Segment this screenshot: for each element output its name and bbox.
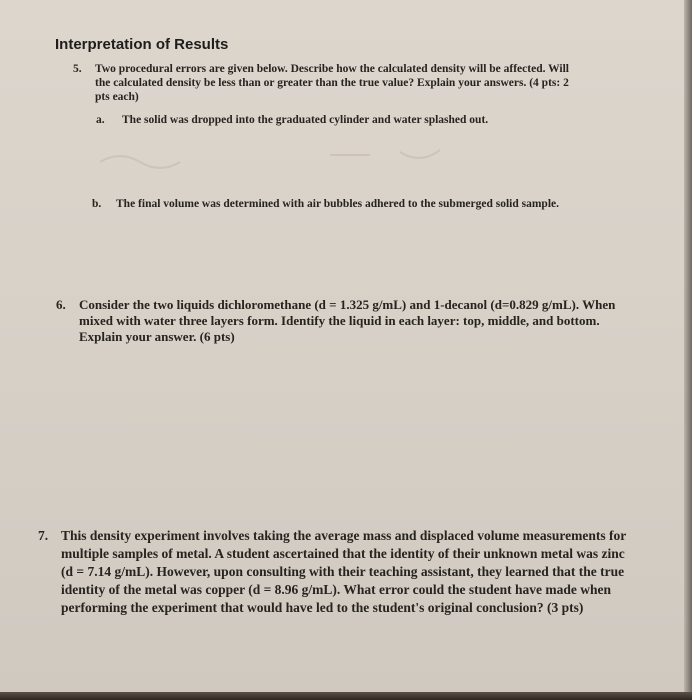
- question-5a-text: The solid was dropped into the graduated cylinder and water splashed out.: [122, 114, 489, 126]
- question-6: [56, 297, 616, 345]
- question-7-number: 7.: [38, 528, 49, 543]
- table-surface: [0, 692, 692, 700]
- question-5b-letter: b.: [92, 198, 102, 210]
- question-7: [38, 527, 628, 617]
- question-5a-letter: a.: [96, 114, 105, 126]
- question-5-text: Two procedural errors are given below. Describe how the calculated density will be affected. Will the calculated density be less than or greater than the true value? Explain your answers. (4 pts: 2 pts each): [95, 63, 570, 103]
- question-5a: [96, 113, 556, 127]
- question-5b: [92, 197, 562, 211]
- page-edge: [684, 0, 692, 700]
- question-6-text: Consider the two liquids dichloromethane (d = 1.325 g/mL) and 1-decanol (d=0.829 g/mL). When mixed with water three layers form. Identify the liquid in each layer: top, middle, and bottom. Explain your answer. (6 pts): [79, 297, 616, 344]
- question-5-number: 5.: [73, 63, 82, 75]
- question-5b-text: The final volume was determined with air bubbles adhered to the submerged solid sample.: [116, 198, 559, 210]
- question-6-number: 6.: [56, 297, 66, 312]
- question-5: [73, 62, 573, 104]
- section-heading: Interpretation of Results: [55, 36, 229, 53]
- show-through-marks: [100, 140, 480, 180]
- question-7-text: This density experiment involves taking the average mass and displaced volume measurements for multiple samples of metal. A student ascertained that the identity of their unknown metal was zinc (d = 7.14 g/mL). However, upon consulting with their teaching assistant, they learned that the true identity of the metal was copper (d = 8.96 g/mL). What error could the student have made when performing the experiment that would have led to the student's original conclusion? (3 pts): [61, 528, 626, 615]
